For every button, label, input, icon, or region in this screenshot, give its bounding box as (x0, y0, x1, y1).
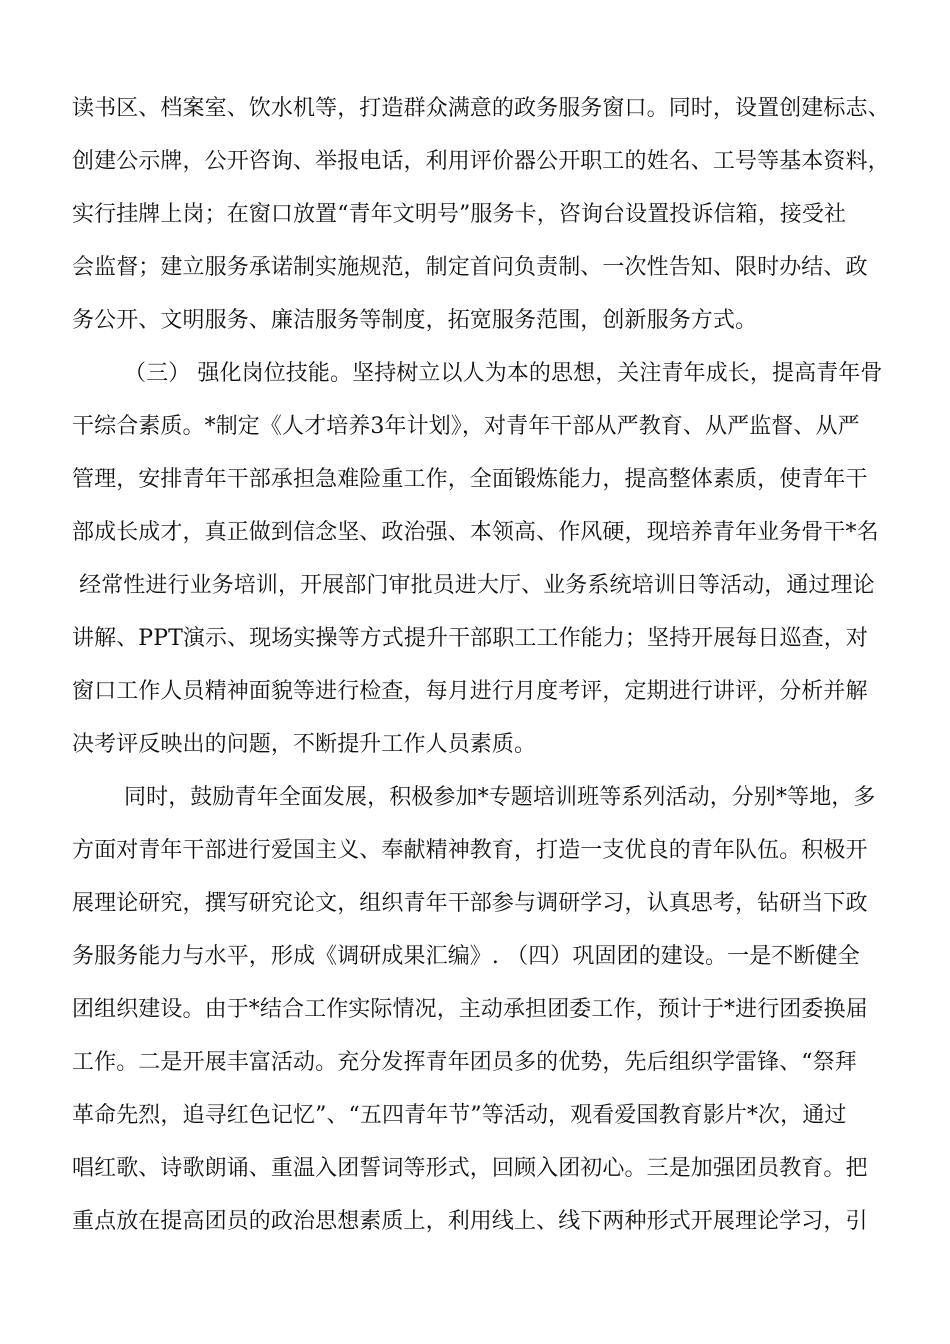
text-line: 务公开、文明服务、廉洁服务等制度，拓宽服务范围，创新服务方式。 (72, 308, 758, 333)
text-line: 唱红歌、诗歌朗诵、重温入团誓词等形式，回顾入团初心。三是加强团员教育。把 (72, 1156, 868, 1181)
text-line: 读书区、档案室、饮水机等，打造群众满意的政务服务窗口。同时，设置创建标志、 (72, 96, 890, 121)
paragraph-start-line: 同时，鼓励青年全面发展，积极参加*专题培训班等系列活动，分别*等地，多 (124, 785, 876, 810)
text-line: 创建公示牌，公开咨询、举报电话，利用评价器公开职工的姓名、工号等基本资料， (72, 149, 890, 174)
text-line: 讲解、PPT演示、现场实操等方式提升干部职工工作能力；坚持开展每日巡查，对 (72, 626, 868, 651)
text-line: 管理，安排青年干部承担急难险重工作，全面锻炼能力，提高整体素质，使青年干 (72, 467, 868, 492)
text-line: 重点放在提高团员的政治思想素质上，利用线上、线下两种形式开展理论学习，引 (72, 1209, 868, 1234)
text-line: 干综合素质。*制定《人才培养3年计划》，对青年干部从严教育、从严监督、从严 (72, 414, 860, 439)
text-line: 团组织建设。由于*结合工作实际情况，主动承担团委工作，预计于*进行团委换届 (72, 997, 868, 1022)
text-line: 经常性进行业务培训，开展部门审批员进大厅、业务系统培训日等活动，通过理论 (72, 573, 875, 598)
text-line: 方面对青年干部进行爱国主义、奉献精神教育，打造一支优良的青年队伍。积极开 (72, 838, 868, 863)
text-line: 会监督；建立服务承诺制实施规范，制定首问负责制、一次性告知、限时办结、政 (72, 255, 868, 280)
text-line: 部成长成才，真正做到信念坚、政治强、本领高、作风硬，现培养青年业务骨干*名 (72, 520, 879, 545)
text-line: 工作。二是开展丰富活动。充分发挥青年团员多的优势，先后组织学雷锋、“祭拜 (72, 1050, 857, 1075)
text-line: 展理论研究，撰写研究论文，组织青年干部参与调研学习，认真思考，钻研当下政 (72, 891, 868, 916)
text-line: 决考评反映出的问题，不断提升工作人员素质。 (72, 732, 537, 757)
text-line: 窗口工作人员精神面貌等进行检查，每月进行月度考评，定期进行讲评，分析并解 (72, 679, 868, 704)
text-line: 实行挂牌上岗；在窗口放置“青年文明号”服务卡，咨询台设置投诉信箱，接受社 (72, 202, 847, 227)
section-heading-line: （三） 强化岗位技能。坚持树立以人为本的思想，关注青年成长，提高青年骨 (124, 361, 883, 386)
text-line: 革命先烈，追寻红色记忆”、“五四青年节”等活动，观看爱国教育影片*次，通过 (72, 1103, 847, 1128)
text-line: 务服务能力与水平，形成《调研成果汇编》. （四）巩固团的建设。一是不断健全 (72, 944, 860, 969)
